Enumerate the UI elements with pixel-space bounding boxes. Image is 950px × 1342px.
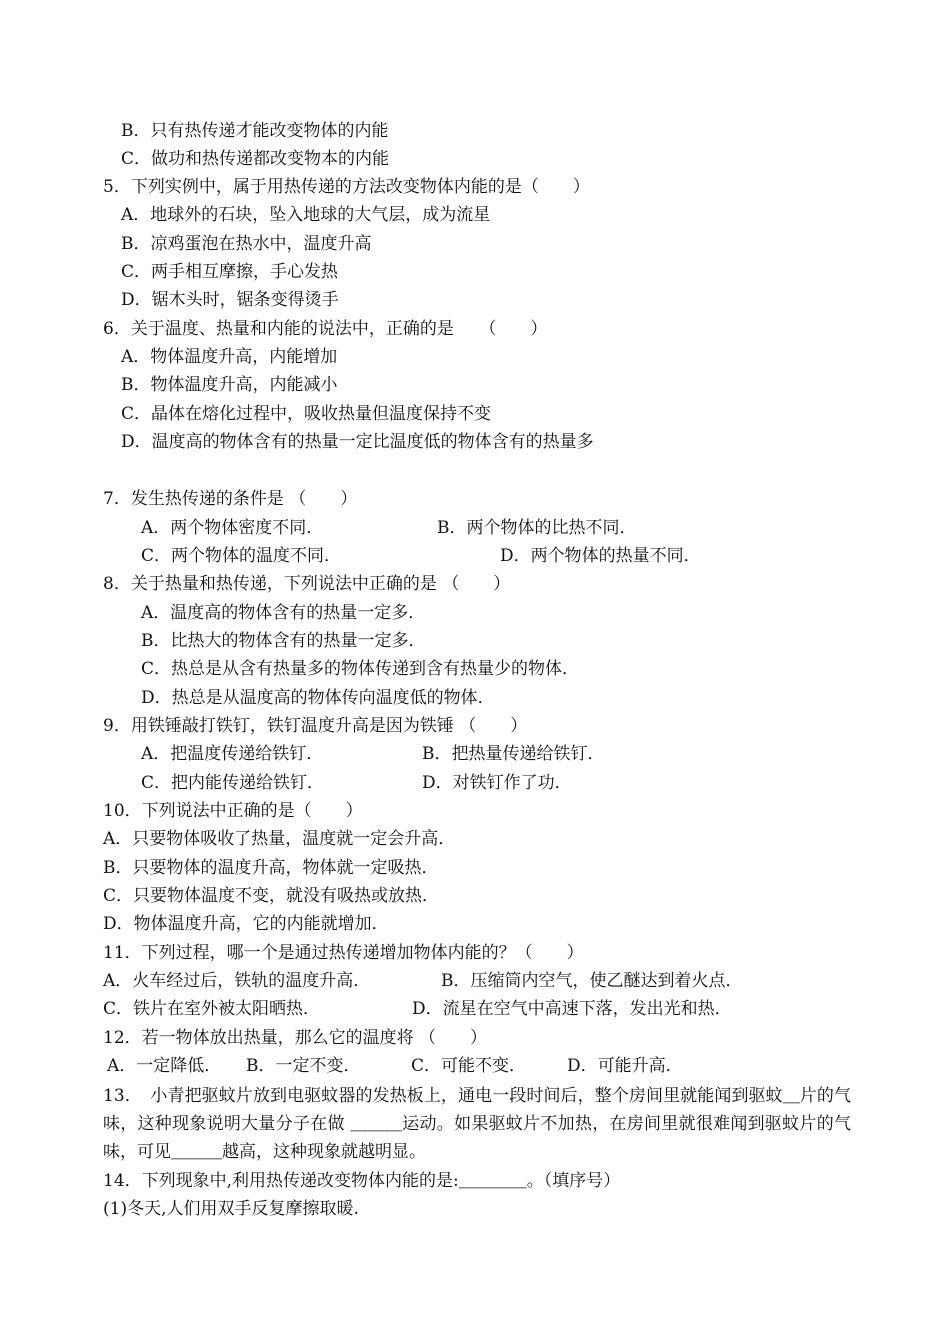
question-7-option-d: D．两个物体的热量不同．	[500, 546, 701, 566]
question-9: 9．用铁锤敲打铁钉，铁钉温度升高是因为铁锤 （ ）	[103, 716, 528, 736]
question-13: 13． 小青把驱蚊片放到电驱蚊器的发热板上，通电一段时间后，整个房间里就能闻到驱蚊＿片的气味，这种现象说明大量分子在做 ＿＿＿运动。如果驱蚊片不加热，在房间里就很难闻到驱蚊片的气味，可见＿＿＿越高，这种现象就越明显。	[103, 1086, 851, 1162]
question-6-option-a: A．物体温度升高，内能增加	[121, 347, 338, 367]
question-7-option-c: C．两个物体的温度不同．	[141, 546, 342, 566]
question-8: 8．关于热量和热传递，下列说法中正确的是 （ ）	[103, 574, 511, 594]
question-7-option-a: A．两个物体密度不同．	[141, 518, 324, 538]
question-7-option-b: B．两个物体的比热不同．	[437, 518, 637, 538]
question-11-option-a: A．火车经过后，铁轨的温度升高．	[103, 971, 371, 991]
question-10-option-c: C．只要物体温度不变，就没有吸热或放热．	[103, 886, 440, 906]
question-10: 10．下列说法中正确的是（ ）	[103, 801, 363, 821]
question-14-item-1: (1)冬天,人们用双手反复摩擦取暖.	[103, 1199, 359, 1219]
question-11-option-d: D．流星在空气中高速下落，发出光和热．	[412, 999, 732, 1019]
question-12-option-a: A．一定降低．	[107, 1056, 222, 1076]
question-6-option-c: C．晶体在熔化过程中，吸收热量但温度保持不变	[121, 404, 492, 424]
question-7: 7．发生热传递的条件是 （ ）	[103, 489, 358, 509]
question-6-option-b: B．物体温度升高，内能减小	[121, 375, 338, 395]
question-6-option-d: D．温度高的物体含有的热量一定比温度低的物体含有的热量多	[121, 432, 594, 452]
question-12-option-b: B．一定不变．	[246, 1056, 361, 1076]
question-5-option-c: C．两手相互摩擦，手心发热	[121, 262, 339, 282]
question-6: 6．关于温度、热量和内能的说法中，正确的是 （ ）	[103, 319, 548, 339]
question-9-option-d: D．对铁钉作了功．	[422, 773, 572, 793]
question-10-option-d: D．物体温度升高，它的内能就增加．	[103, 914, 389, 934]
option-line: C．做功和热传递都改变物本的内能	[121, 149, 390, 169]
question-8-option-b: B．比热大的物体含有的热量一定多．	[141, 631, 426, 651]
question-9-option-a: A．把温度传递给铁钉．	[141, 744, 324, 764]
question-5: 5．下列实例中，属于用热传递的方法改变物体内能的是（ ）	[103, 177, 590, 197]
question-11-option-c: C．铁片在室外被太阳晒热．	[103, 999, 321, 1019]
question-14: 14．下列现象中,利用热传递改变物体内能的是:＿＿＿＿。（填序号）	[103, 1171, 621, 1191]
question-9-option-c: C．把内能传递给铁钉．	[141, 773, 325, 793]
question-12-option-d: D．可能升高．	[567, 1056, 683, 1076]
question-8-option-a: A．温度高的物体含有的热量一定多．	[141, 603, 426, 623]
question-9-option-b: B．把热量传递给铁钉．	[422, 744, 605, 764]
question-12: 12．若一物体放出热量，那么它的温度将 （ ）	[103, 1028, 488, 1048]
question-5-option-d: D．锯木头时，锯条变得烫手	[121, 290, 339, 310]
question-10-option-b: B．只要物体的温度升高，物体就一定吸热．	[103, 858, 439, 878]
option-line: B．只有热传递才能改变物体的内能	[121, 121, 389, 141]
question-12-option-c: C．可能不变．	[411, 1056, 527, 1076]
question-8-option-d: D．热总是从温度高的物体传向温度低的物体．	[141, 688, 495, 708]
question-11-option-b: B．压缩筒内空气，使乙醚达到着火点．	[441, 971, 743, 991]
question-10-option-a: A．只要物体吸收了热量，温度就一定会升高．	[103, 829, 456, 849]
question-5-option-a: A．地球外的石块，坠入地球的大气层，成为流星	[121, 205, 491, 225]
question-11: 11．下列过程，哪一个是通过热传递增加物体内能的？（ ）	[103, 943, 584, 963]
question-5-option-b: B．凉鸡蛋泡在热水中，温度升高	[121, 234, 372, 254]
question-8-option-c: C．热总是从含有热量多的物体传递到含有热量少的物体．	[141, 659, 580, 679]
